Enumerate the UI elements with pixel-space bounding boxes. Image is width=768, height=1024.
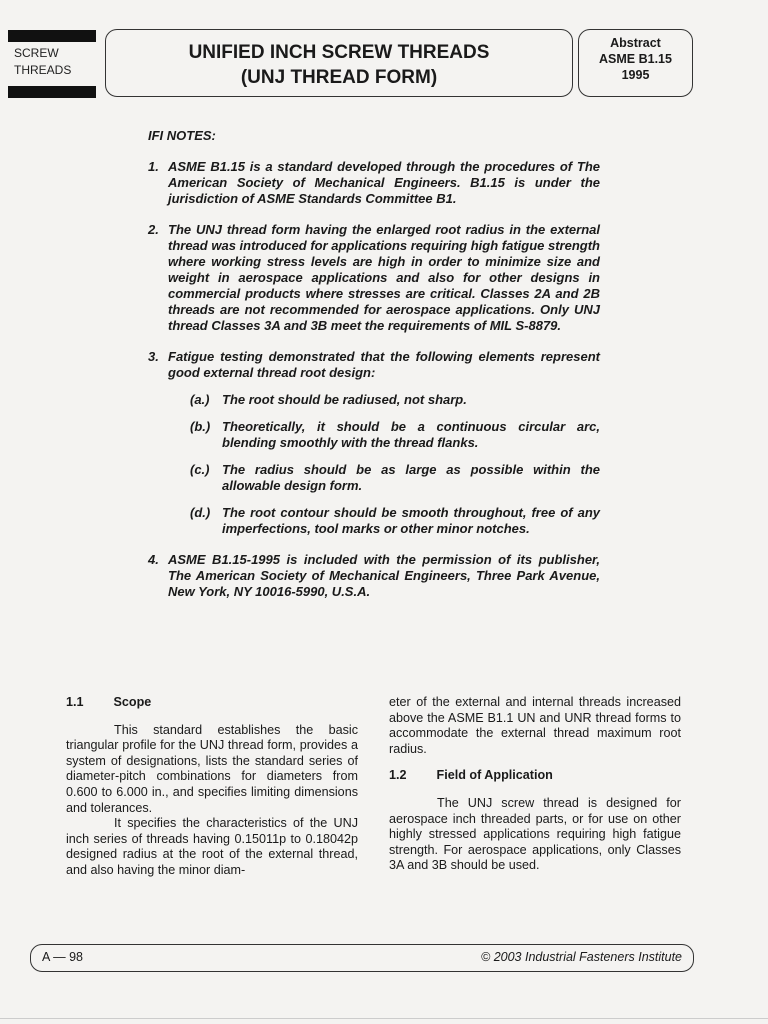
title-line-1: UNIFIED INCH SCREW THREADS	[188, 42, 490, 63]
paragraph: It specifies the characteristics of the UNJ inch series of threads having 0.15011p to 0.18042p designed radius at the root of the external thread, and also having the minor diam-	[66, 816, 358, 877]
note-subitem	[190, 462, 600, 494]
note-number: 2.	[148, 222, 159, 237]
section-number: 1.2	[389, 768, 407, 783]
subitem-text: The root contour should be smooth throughout, free of any imperfections, tool marks or other minor notches.	[222, 505, 600, 536]
page-number: A — 98	[42, 950, 83, 964]
body-column-right	[389, 695, 681, 874]
section-tab-line-1: SCREW	[14, 46, 59, 60]
subitem-label: (b.)	[190, 419, 211, 434]
note-subitem	[190, 505, 600, 537]
abstract-line-3: 1995	[621, 68, 650, 82]
body-column-left	[66, 695, 358, 879]
ifi-notes	[148, 128, 600, 615]
note-number: 3.	[148, 349, 159, 364]
section-tab	[8, 30, 96, 98]
subitem-text: The root should be radiused, not sharp.	[222, 392, 467, 407]
paragraph-continued: eter of the external and internal threads increased above the ASME B1.1 UN and UNR thread forms to accommodate the external thread maximum root radius.	[389, 695, 681, 756]
section-tab-bar-bottom	[8, 86, 96, 98]
note-item	[148, 159, 600, 207]
section-title: Field of Application	[436, 768, 553, 783]
note-number: 1.	[148, 159, 159, 174]
note-subitem	[190, 392, 600, 408]
page-title	[106, 40, 572, 90]
page-footer	[30, 944, 694, 972]
subitem-label: (c.)	[190, 462, 210, 477]
subitem-text: Theoretically, it should be a continuous circular arc, blending smoothly with the thread flanks.	[222, 419, 600, 450]
note-text: Fatigue testing demonstrated that the following elements represent good external thread root design:	[168, 349, 600, 380]
paragraph: The UNJ screw thread is designed for aerospace inch threaded parts, or for use on other highly stressed applications requiring high fatigue strength. For aerospace applications, only Classes 3A and 3B should be used.	[389, 795, 681, 873]
note-item	[148, 552, 600, 600]
section-heading	[389, 768, 681, 784]
abstract-line-1: Abstract	[610, 36, 661, 50]
note-text: ASME B1.15-1995 is included with the permission of its publisher, The American Society of Mechanical Engineers, Three Park Avenue, New York, NY 10016-5990, U.S.A.	[168, 552, 600, 599]
note-item	[148, 222, 600, 334]
subitem-text: The radius should be as large as possible within the allowable design form.	[222, 462, 600, 493]
note-text: ASME B1.15 is a standard developed through the procedures of The American Society of Mechanical Engineers. B1.15 is under the jurisdiction of ASME Standards Committee B1.	[168, 159, 600, 206]
section-tab-label	[14, 45, 71, 79]
abstract-label	[579, 35, 692, 83]
subitem-label: (d.)	[190, 505, 211, 520]
note-subitem	[190, 419, 600, 451]
title-box	[105, 29, 573, 97]
notes-heading: IFI NOTES:	[148, 128, 216, 143]
copyright-text: © 2003 Industrial Fasteners Institute	[481, 950, 682, 964]
note-number: 4.	[148, 552, 159, 567]
abstract-box	[578, 29, 693, 97]
subitem-label: (a.)	[190, 392, 210, 407]
section-title: Scope	[113, 695, 152, 709]
note-item	[148, 349, 600, 537]
note-text: The UNJ thread form having the enlarged root radius in the external thread was introduced for applications requiring high fatigue strength where working stress levels are high in order to minimize size and weight in aerospace applications and also for other designs in commercial products where stresses are critical. Classes 2A and 2B threads are not recommended for aerospace applications. Only UNJ thread Classes 3A and 3B meet the requirements of MIL S-8879.	[168, 222, 600, 333]
section-tab-bar-top	[8, 30, 96, 42]
title-line-2: (UNJ THREAD FORM)	[240, 67, 438, 88]
section-heading	[66, 695, 358, 711]
section-tab-line-2: THREADS	[14, 63, 72, 77]
bottom-divider	[0, 1018, 768, 1019]
abstract-line-2: ASME B1.15	[599, 52, 672, 66]
paragraph: This standard establishes the basic triangular profile for the UNJ thread form, provides a system of designations, lists the standard series of diameter-pitch combinations for diameters from 0.600 to 6.000 in., and specifies limiting dimensions and tolerances.	[66, 722, 358, 815]
section-number: 1.1	[66, 695, 84, 709]
